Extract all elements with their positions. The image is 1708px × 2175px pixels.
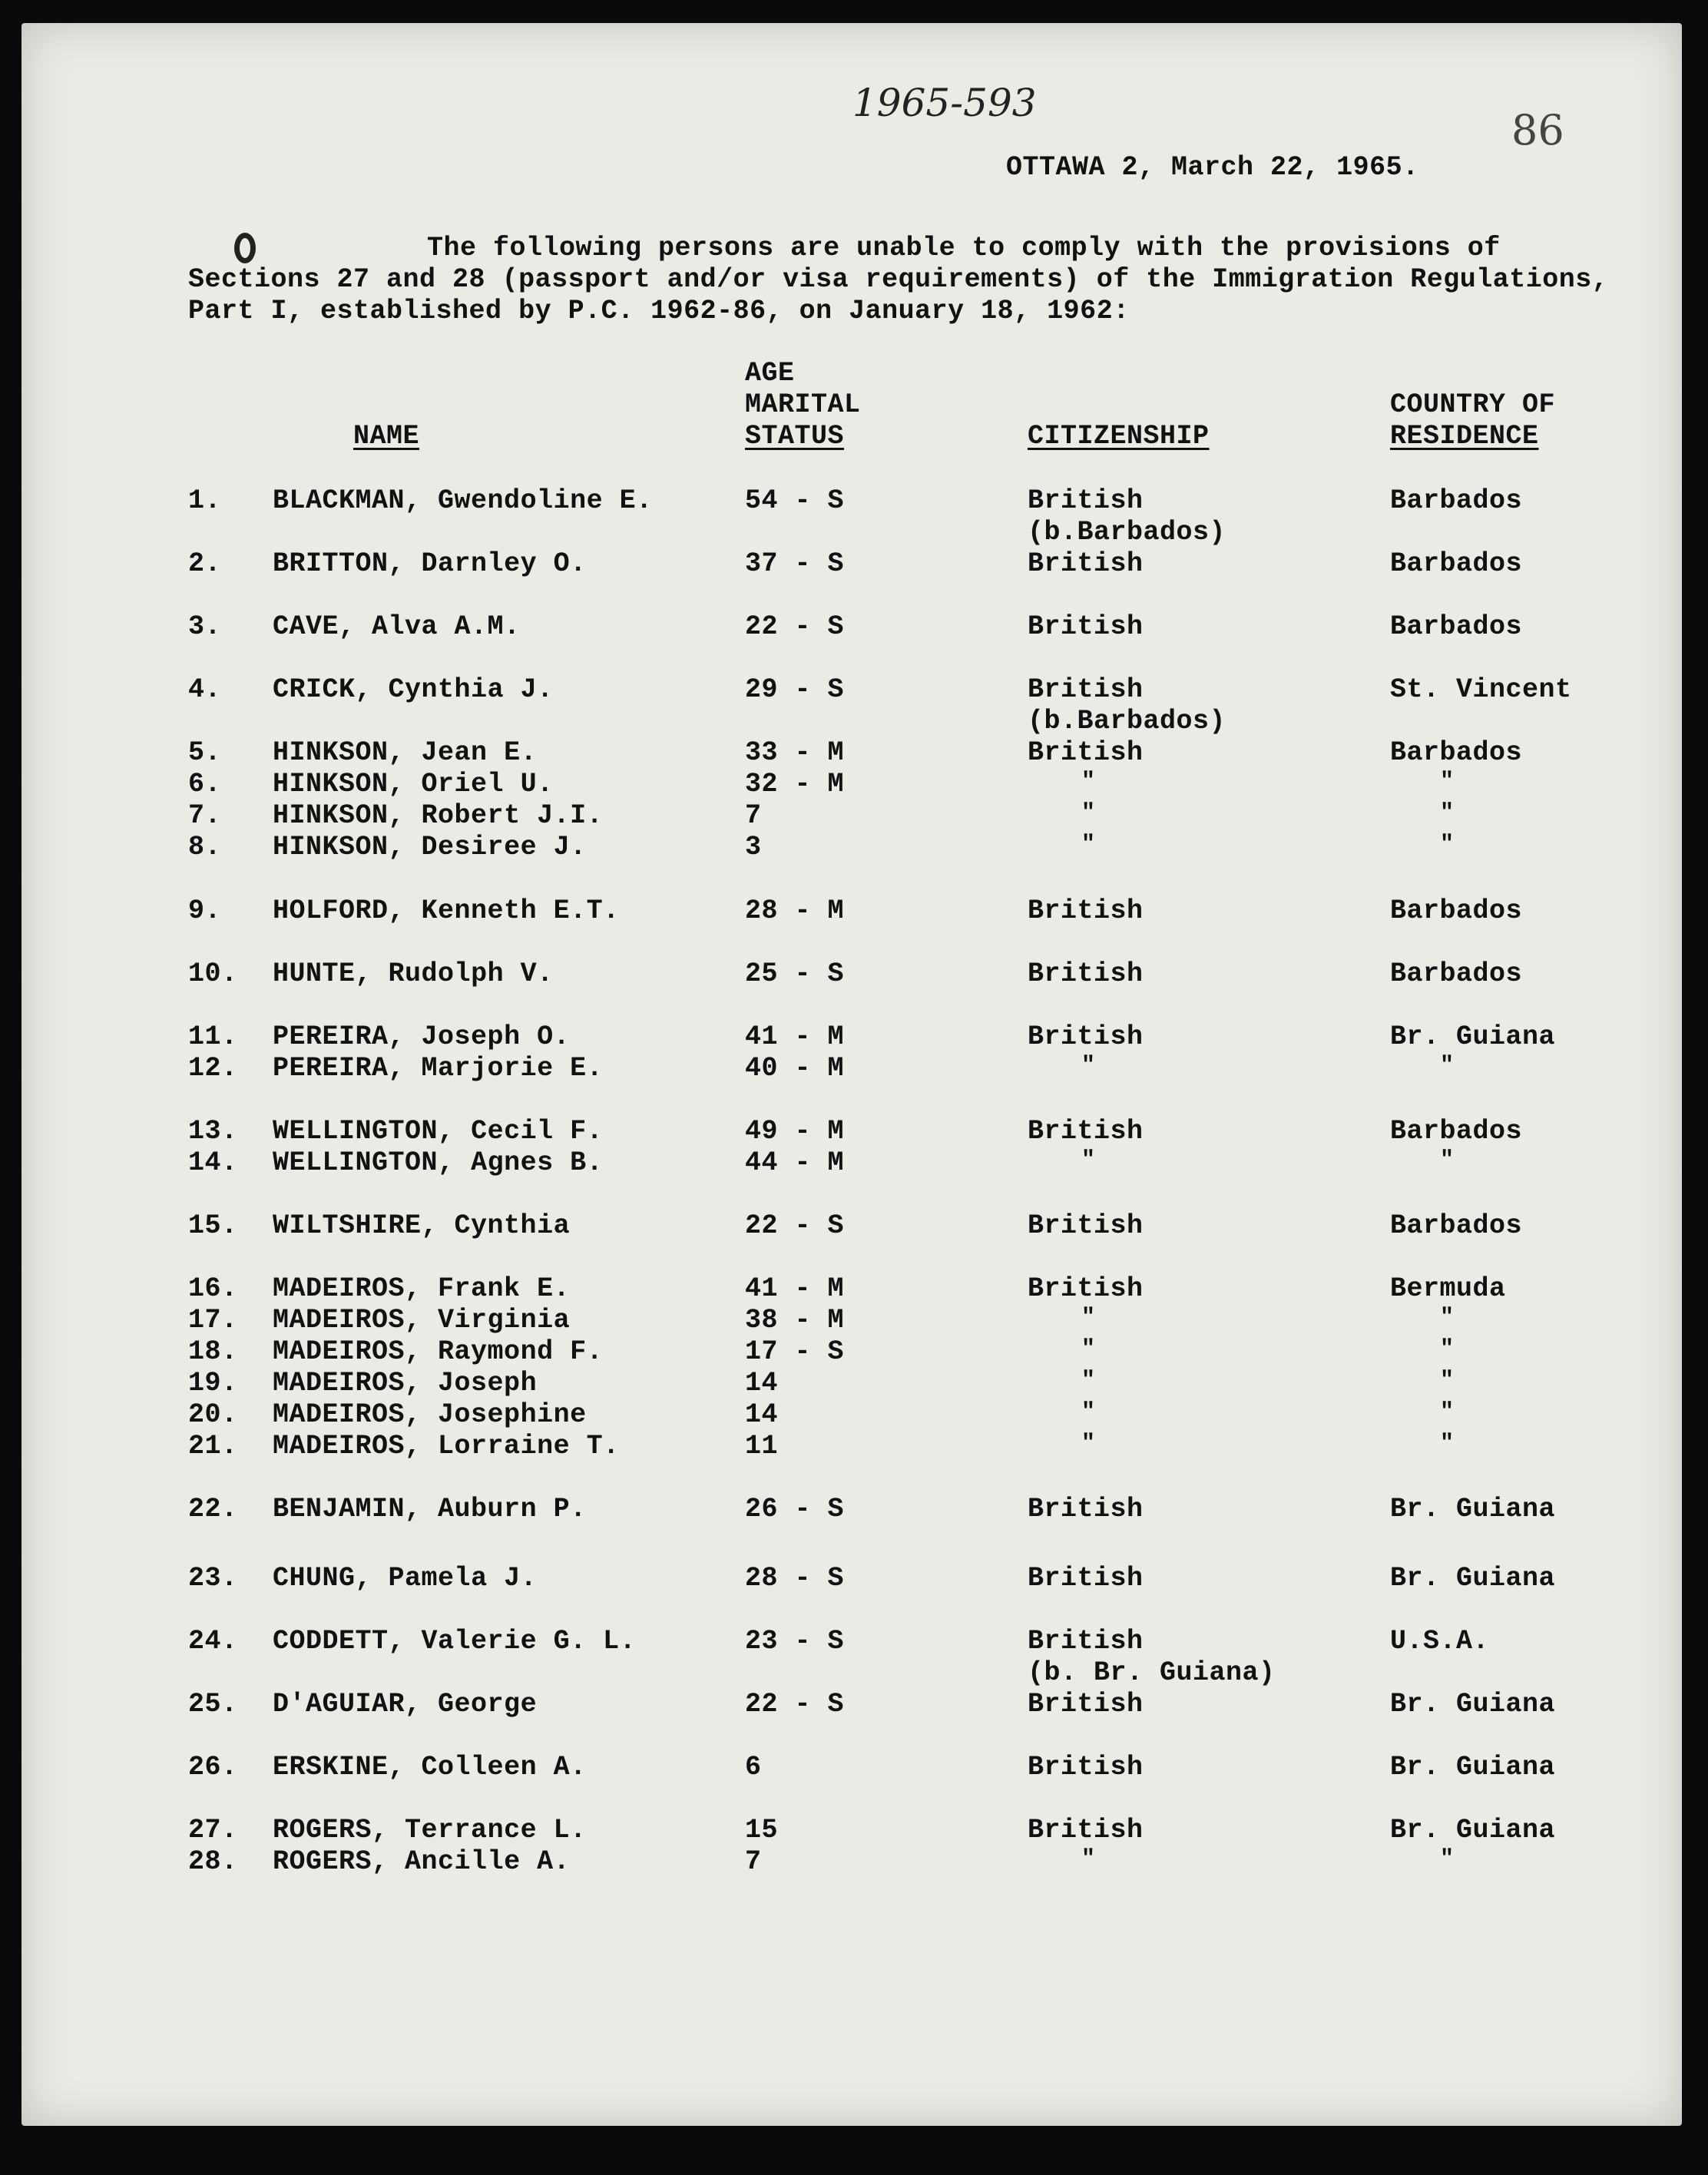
given-names: Lorraine T. bbox=[438, 1431, 620, 1462]
given-names: Pamela J. bbox=[388, 1563, 538, 1594]
surname: MADEIROS bbox=[273, 1273, 405, 1304]
surname: MADEIROS bbox=[273, 1431, 405, 1462]
person-name bbox=[273, 1689, 537, 1720]
surname: HINKSON bbox=[273, 769, 389, 799]
name-separator: , bbox=[438, 1116, 472, 1147]
country-of-residence: Br. Guiana bbox=[1390, 1494, 1556, 1524]
age-marital-status: 22 - S bbox=[745, 1689, 845, 1720]
surname: CHUNG bbox=[273, 1563, 356, 1594]
country-of-residence: " bbox=[1440, 769, 1455, 795]
row-number: 5. bbox=[188, 737, 222, 768]
person-name bbox=[273, 1147, 603, 1178]
person-name bbox=[273, 737, 537, 768]
row-number: 24. bbox=[188, 1626, 238, 1657]
name-separator: , bbox=[421, 1210, 455, 1241]
name-separator: , bbox=[388, 769, 422, 799]
country-of-residence: St. Vincent bbox=[1390, 674, 1572, 705]
given-names: Raymond F. bbox=[438, 1336, 604, 1367]
given-names: Terrance L. bbox=[405, 1815, 587, 1846]
row-number: 13. bbox=[188, 1116, 238, 1147]
age-marital-status: 38 - M bbox=[745, 1305, 845, 1336]
country-of-residence: " bbox=[1440, 1368, 1455, 1394]
country-of-residence: Barbados bbox=[1390, 958, 1523, 989]
country-of-residence: " bbox=[1440, 832, 1455, 858]
country-of-residence: Barbados bbox=[1390, 485, 1523, 516]
citizenship: " bbox=[1081, 1431, 1096, 1457]
name-separator: , bbox=[438, 1147, 472, 1178]
name-separator: , bbox=[405, 1689, 439, 1720]
dateline: OTTAWA 2, March 22, 1965. bbox=[1006, 152, 1419, 183]
citizenship: British bbox=[1028, 1494, 1144, 1524]
age-marital-status: 14 bbox=[745, 1368, 779, 1399]
given-names: Rudolph V. bbox=[388, 958, 554, 989]
person-name bbox=[273, 1053, 603, 1084]
citizenship: " bbox=[1081, 1336, 1096, 1362]
given-names: George bbox=[438, 1689, 538, 1720]
row-number: 11. bbox=[188, 1021, 238, 1052]
citizenship: " bbox=[1081, 1147, 1096, 1174]
intro-line-2: Sections 27 and 28 (passport and/or visa requirements) of the Immigration Regulations, bbox=[188, 264, 1609, 295]
person-name bbox=[273, 1815, 587, 1846]
country-of-residence: Barbados bbox=[1390, 1210, 1523, 1241]
country-of-residence: " bbox=[1440, 1336, 1455, 1362]
citizenship: British bbox=[1028, 611, 1144, 642]
name-separator: , bbox=[372, 1846, 405, 1877]
country-of-residence: " bbox=[1440, 1053, 1455, 1079]
name-separator: , bbox=[388, 1053, 422, 1084]
citizenship: British bbox=[1028, 1689, 1144, 1720]
document-page bbox=[22, 23, 1682, 2126]
surname: BLACKMAN bbox=[273, 485, 405, 516]
country-of-residence: " bbox=[1440, 1147, 1455, 1174]
person-name bbox=[273, 958, 554, 989]
age-marital-status: 14 bbox=[745, 1399, 779, 1430]
age-marital-status: 11 bbox=[745, 1431, 779, 1462]
name-separator: , bbox=[388, 1021, 422, 1052]
given-names: Oriel U. bbox=[421, 769, 554, 799]
given-names: Valerie G. L. bbox=[421, 1626, 637, 1657]
given-names: Colleen A. bbox=[421, 1752, 587, 1783]
row-number: 12. bbox=[188, 1053, 238, 1084]
citizenship: British bbox=[1028, 1815, 1144, 1846]
row-number: 7. bbox=[188, 800, 222, 831]
surname: MADEIROS bbox=[273, 1368, 405, 1399]
citizenship: British bbox=[1028, 1563, 1144, 1594]
person-name bbox=[273, 1626, 636, 1657]
surname: CAVE bbox=[273, 611, 339, 642]
citizenship: " bbox=[1081, 832, 1096, 858]
person-name bbox=[273, 1494, 587, 1524]
given-names: Cecil F. bbox=[471, 1116, 604, 1147]
age-marital-status: 41 - M bbox=[745, 1021, 845, 1052]
header-status: STATUS bbox=[745, 421, 845, 452]
name-separator: , bbox=[388, 800, 422, 831]
given-names: Desiree J. bbox=[421, 832, 587, 862]
person-name bbox=[273, 1399, 587, 1430]
age-marital-status: 28 - S bbox=[745, 1563, 845, 1594]
age-marital-status: 7 bbox=[745, 1846, 762, 1877]
row-number: 6. bbox=[188, 769, 222, 799]
person-name bbox=[273, 1273, 570, 1304]
row-number: 19. bbox=[188, 1368, 238, 1399]
given-names: Jean E. bbox=[421, 737, 538, 768]
surname: WELLINGTON bbox=[273, 1116, 439, 1147]
name-separator: , bbox=[388, 1626, 422, 1657]
name-separator: , bbox=[339, 611, 372, 642]
country-of-residence: Barbados bbox=[1390, 737, 1523, 768]
citizenship: " bbox=[1081, 1053, 1096, 1079]
surname: BRITTON bbox=[273, 548, 389, 579]
name-separator: , bbox=[388, 832, 422, 862]
country-of-residence: " bbox=[1440, 800, 1455, 826]
age-marital-status: 41 - M bbox=[745, 1273, 845, 1304]
country-of-residence: Br. Guiana bbox=[1390, 1563, 1556, 1594]
country-of-residence: " bbox=[1440, 1846, 1455, 1872]
given-names: Agnes B. bbox=[471, 1147, 604, 1178]
given-names: Joseph bbox=[438, 1368, 538, 1399]
row-number: 15. bbox=[188, 1210, 238, 1241]
birthplace-note: (b.Barbados) bbox=[1028, 706, 1226, 737]
person-name bbox=[273, 1336, 603, 1367]
age-marital-status: 7 bbox=[745, 800, 762, 831]
person-name bbox=[273, 1210, 570, 1241]
age-marital-status: 6 bbox=[745, 1752, 762, 1783]
row-number: 27. bbox=[188, 1815, 238, 1846]
person-name bbox=[273, 1368, 537, 1399]
age-marital-status: 40 - M bbox=[745, 1053, 845, 1084]
age-marital-status: 23 - S bbox=[745, 1626, 845, 1657]
surname: PEREIRA bbox=[273, 1053, 389, 1084]
handwritten-reference: 1965-593 bbox=[852, 81, 1037, 125]
person-name bbox=[273, 548, 587, 579]
header-name: NAME bbox=[353, 421, 420, 452]
age-marital-status: 22 - S bbox=[745, 1210, 845, 1241]
surname: HINKSON bbox=[273, 832, 389, 862]
age-marital-status: 49 - M bbox=[745, 1116, 845, 1147]
row-number: 21. bbox=[188, 1431, 238, 1462]
person-name bbox=[273, 674, 554, 705]
person-name bbox=[273, 1563, 537, 1594]
age-marital-status: 28 - M bbox=[745, 895, 845, 926]
country-of-residence: Br. Guiana bbox=[1390, 1815, 1556, 1846]
surname: D'AGUIAR bbox=[273, 1689, 405, 1720]
birthplace-note: (b. Br. Guiana) bbox=[1028, 1657, 1276, 1688]
name-separator: , bbox=[388, 895, 422, 926]
country-of-residence: " bbox=[1440, 1305, 1455, 1331]
name-separator: , bbox=[355, 958, 389, 989]
given-names: Josephine bbox=[438, 1399, 587, 1430]
given-names: Ancille A. bbox=[405, 1846, 571, 1877]
name-separator: , bbox=[405, 1336, 439, 1367]
surname: CODDETT bbox=[273, 1626, 389, 1657]
citizenship: British bbox=[1028, 1752, 1144, 1783]
country-of-residence: Br. Guiana bbox=[1390, 1752, 1556, 1783]
name-separator: , bbox=[372, 1815, 405, 1846]
row-number: 28. bbox=[188, 1846, 238, 1877]
name-separator: , bbox=[388, 1752, 422, 1783]
surname: WELLINGTON bbox=[273, 1147, 439, 1178]
surname: PEREIRA bbox=[273, 1021, 389, 1052]
country-of-residence: Barbados bbox=[1390, 611, 1523, 642]
person-name bbox=[273, 611, 521, 642]
citizenship: British bbox=[1028, 1626, 1144, 1657]
age-marital-status: 54 - S bbox=[745, 485, 845, 516]
row-number: 16. bbox=[188, 1273, 238, 1304]
person-name bbox=[273, 1116, 603, 1147]
country-of-residence: Barbados bbox=[1390, 548, 1523, 579]
country-of-residence: U.S.A. bbox=[1390, 1626, 1490, 1657]
citizenship: British bbox=[1028, 548, 1144, 579]
person-name bbox=[273, 895, 620, 926]
row-number: 26. bbox=[188, 1752, 238, 1783]
intro-line-1: The following persons are unable to comply with the provisions of bbox=[427, 233, 1501, 263]
birthplace-note: (b.Barbados) bbox=[1028, 517, 1226, 548]
person-name bbox=[273, 832, 587, 862]
citizenship: " bbox=[1081, 769, 1096, 795]
given-names: Marjorie E. bbox=[421, 1053, 604, 1084]
row-number: 8. bbox=[188, 832, 222, 862]
name-separator: , bbox=[405, 485, 439, 516]
surname: HINKSON bbox=[273, 800, 389, 831]
age-marital-status: 37 - S bbox=[745, 548, 845, 579]
person-name bbox=[273, 1021, 570, 1052]
row-number: 2. bbox=[188, 548, 222, 579]
surname: ROGERS bbox=[273, 1846, 372, 1877]
age-marital-status: 17 - S bbox=[745, 1336, 845, 1367]
citizenship: British bbox=[1028, 1273, 1144, 1304]
country-of-residence: " bbox=[1440, 1399, 1455, 1425]
given-names: Kenneth E.T. bbox=[421, 895, 620, 926]
name-separator: , bbox=[388, 548, 422, 579]
given-names: Joseph O. bbox=[421, 1021, 571, 1052]
person-name bbox=[273, 485, 653, 516]
row-number: 10. bbox=[188, 958, 238, 989]
citizenship: British bbox=[1028, 1021, 1144, 1052]
surname: BENJAMIN bbox=[273, 1494, 405, 1524]
row-number: 14. bbox=[188, 1147, 238, 1178]
surname: MADEIROS bbox=[273, 1399, 405, 1430]
header-country-1: COUNTRY OF bbox=[1390, 389, 1556, 420]
name-separator: , bbox=[355, 674, 389, 705]
given-names: Gwendoline E. bbox=[438, 485, 653, 516]
given-names: Cynthia bbox=[454, 1210, 571, 1241]
person-name bbox=[273, 1305, 570, 1336]
row-number: 25. bbox=[188, 1689, 238, 1720]
country-of-residence: " bbox=[1440, 1431, 1455, 1457]
name-separator: , bbox=[405, 1431, 439, 1462]
person-name bbox=[273, 769, 554, 799]
row-number: 22. bbox=[188, 1494, 238, 1524]
header-country-2: RESIDENCE bbox=[1390, 421, 1539, 452]
age-marital-status: 44 - M bbox=[745, 1147, 845, 1178]
country-of-residence: Barbados bbox=[1390, 1116, 1523, 1147]
row-number: 17. bbox=[188, 1305, 238, 1336]
citizenship: " bbox=[1081, 1368, 1096, 1394]
surname: MADEIROS bbox=[273, 1336, 405, 1367]
row-number: 23. bbox=[188, 1563, 238, 1594]
citizenship: British bbox=[1028, 674, 1144, 705]
header-marital: MARITAL bbox=[745, 389, 861, 420]
given-names: Robert J.I. bbox=[421, 800, 604, 831]
row-number: 18. bbox=[188, 1336, 238, 1367]
citizenship: British bbox=[1028, 958, 1144, 989]
person-name bbox=[273, 1431, 620, 1462]
name-separator: , bbox=[405, 1494, 439, 1524]
citizenship: British bbox=[1028, 1116, 1144, 1147]
person-name bbox=[273, 1752, 587, 1783]
name-separator: , bbox=[405, 1273, 439, 1304]
row-number: 3. bbox=[188, 611, 222, 642]
header-citizenship: CITIZENSHIP bbox=[1028, 421, 1210, 452]
citizenship: British bbox=[1028, 1210, 1144, 1241]
given-names: Auburn P. bbox=[438, 1494, 587, 1524]
name-separator: , bbox=[405, 1368, 439, 1399]
name-separator: , bbox=[405, 1305, 439, 1336]
citizenship: British bbox=[1028, 485, 1144, 516]
row-number: 1. bbox=[188, 485, 222, 516]
country-of-residence: Barbados bbox=[1390, 895, 1523, 926]
age-marital-status: 3 bbox=[745, 832, 762, 862]
given-names: Darnley O. bbox=[421, 548, 587, 579]
citizenship: " bbox=[1081, 800, 1096, 826]
surname: HINKSON bbox=[273, 737, 389, 768]
country-of-residence: Br. Guiana bbox=[1390, 1021, 1556, 1052]
name-separator: , bbox=[388, 737, 422, 768]
surname: ROGERS bbox=[273, 1815, 372, 1846]
name-separator: , bbox=[355, 1563, 389, 1594]
surname: HOLFORD bbox=[273, 895, 389, 926]
age-marital-status: 22 - S bbox=[745, 611, 845, 642]
person-name bbox=[273, 1846, 570, 1877]
row-number: 9. bbox=[188, 895, 222, 926]
given-names: Alva A.M. bbox=[372, 611, 521, 642]
surname: HUNTE bbox=[273, 958, 356, 989]
given-names: Cynthia J. bbox=[388, 674, 554, 705]
given-names: Frank E. bbox=[438, 1273, 571, 1304]
age-marital-status: 26 - S bbox=[745, 1494, 845, 1524]
name-separator: , bbox=[405, 1399, 439, 1430]
surname: MADEIROS bbox=[273, 1305, 405, 1336]
citizenship: " bbox=[1081, 1846, 1096, 1872]
page-number: 86 bbox=[1511, 106, 1564, 154]
age-marital-status: 25 - S bbox=[745, 958, 845, 989]
citizenship: British bbox=[1028, 737, 1144, 768]
surname: CRICK bbox=[273, 674, 356, 705]
age-marital-status: 32 - M bbox=[745, 769, 845, 799]
age-marital-status: 33 - M bbox=[745, 737, 845, 768]
person-name bbox=[273, 800, 603, 831]
intro-line-3: Part I, established by P.C. 1962-86, on January 18, 1962: bbox=[188, 296, 1130, 326]
country-of-residence: Br. Guiana bbox=[1390, 1689, 1556, 1720]
punch-hole-mark bbox=[234, 233, 256, 263]
header-age: AGE bbox=[745, 358, 795, 389]
row-number: 4. bbox=[188, 674, 222, 705]
citizenship: " bbox=[1081, 1305, 1096, 1331]
surname: WILTSHIRE bbox=[273, 1210, 422, 1241]
given-names: Virginia bbox=[438, 1305, 571, 1336]
country-of-residence: Bermuda bbox=[1390, 1273, 1506, 1304]
age-marital-status: 29 - S bbox=[745, 674, 845, 705]
surname: ERSKINE bbox=[273, 1752, 389, 1783]
citizenship: " bbox=[1081, 1399, 1096, 1425]
age-marital-status: 15 bbox=[745, 1815, 779, 1846]
row-number: 20. bbox=[188, 1399, 238, 1430]
citizenship: British bbox=[1028, 895, 1144, 926]
